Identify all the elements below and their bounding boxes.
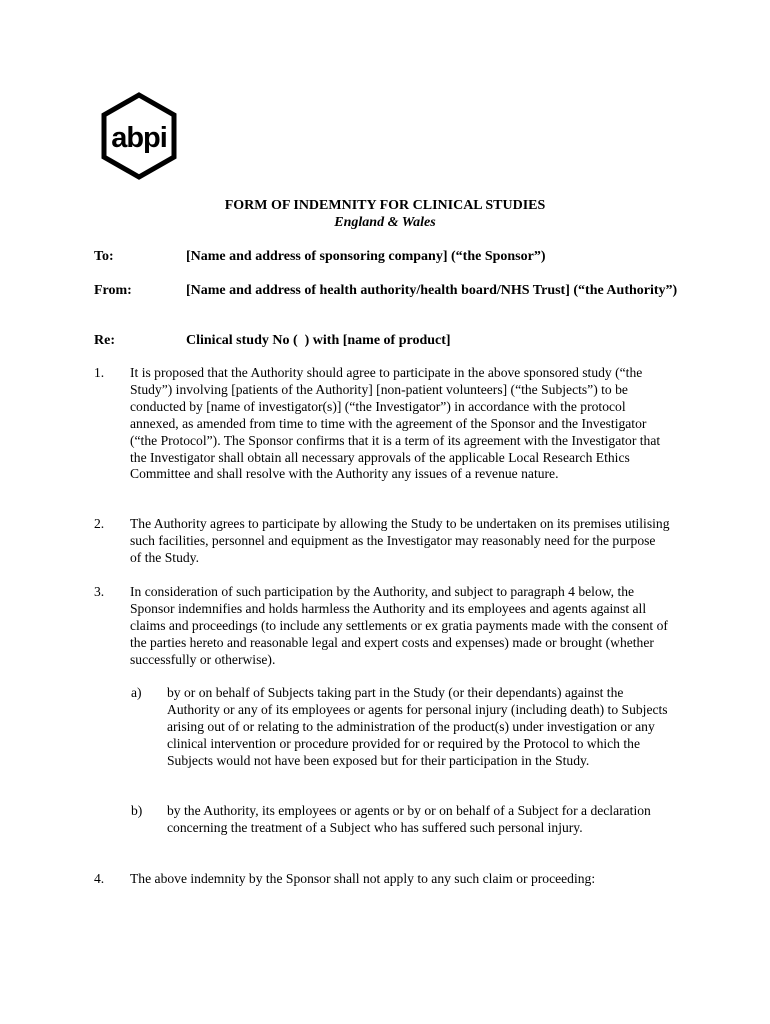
paragraph-4-number: 4. xyxy=(94,871,105,886)
paragraph-2-text: The Authority agrees to participate by allowing the Study to be undertaken on its premises utilising such facilities, personnel and equipment as the Investigator may reasonably need for the purpose of the Study. xyxy=(130,516,670,565)
abpi-logo-text: abpi xyxy=(111,122,167,154)
abpi-logo-mark xyxy=(98,92,180,180)
subparagraph-b-text: by the Authority, its employees or agents or by or on behalf of a Subject for a declaration concerning the treatment of a Subject who has suffered such personal injury. xyxy=(167,803,651,835)
paragraph-4-text: The above indemnity by the Sponsor shall not apply to any such claim or proceeding: xyxy=(130,871,596,886)
document-subtitle: England & Wales xyxy=(334,215,436,230)
re-label: Re: xyxy=(94,333,115,348)
abpi-logo xyxy=(98,92,180,180)
from-label: From: xyxy=(94,283,132,298)
paragraph-3-number: 3. xyxy=(94,584,105,599)
subparagraph-a-label: a) xyxy=(131,685,142,700)
to-value: [Name and address of sponsoring company] (“the Sponsor”) xyxy=(186,249,546,264)
paragraph-3-text: In consideration of such participation by the Authority, and subject to paragraph 4 below, the Sponsor indemnifies and holds harmless the Authority and its employees and agents against all claims and proceedings (to include any settlements or ex gratia payments made with the consent of the parties hereto and reasonable legal and expert costs and expenses) made or brought (whether successfully or otherwise). xyxy=(130,584,668,667)
to-label: To: xyxy=(94,249,114,264)
paragraph-1-text: It is proposed that the Authority should agree to participate in the above sponsored study (“the Study”) involving [patients of the Authority] [non-patient volunteers] (“the Subjects”) to be conducted by [name of investigator(s)] (“the Investigator”) in accordance with the protocol annexed, as amended from time to time with the agreement of the Sponsor and the Investigator (“the Protocol”). The Sponsor confirms that it is a term of its agreement with the Investigator that the Investigator shall obtain all necessary approvals of the applicable Local Research Ethics Committee and shall resolve with the Authority any issues of a revenue nature. xyxy=(130,365,661,482)
document-title: FORM OF INDEMNITY FOR CLINICAL STUDIES xyxy=(224,198,546,213)
paragraph-2-number: 2. xyxy=(94,516,105,531)
paragraph-1-number: 1. xyxy=(94,365,105,380)
subparagraph-b-label: b) xyxy=(131,803,143,818)
subparagraph-a-text: by or on behalf of Subjects taking part in the Study (or their dependants) against the Authority or any of its employees or agents for personal injury (including death) to Subjects arising out of or relating to the administration of the product(s) under investigation or any clinical intervention or procedure provided for or required by the Protocol to which the Subjects would not have been exposed but for their participation in the Study. xyxy=(167,685,668,768)
from-value: [Name and address of health authority/health board/NHS Trust] (“the Authority”) xyxy=(186,283,678,298)
re-value: Clinical study No ( ) with [name of product] xyxy=(186,333,451,348)
